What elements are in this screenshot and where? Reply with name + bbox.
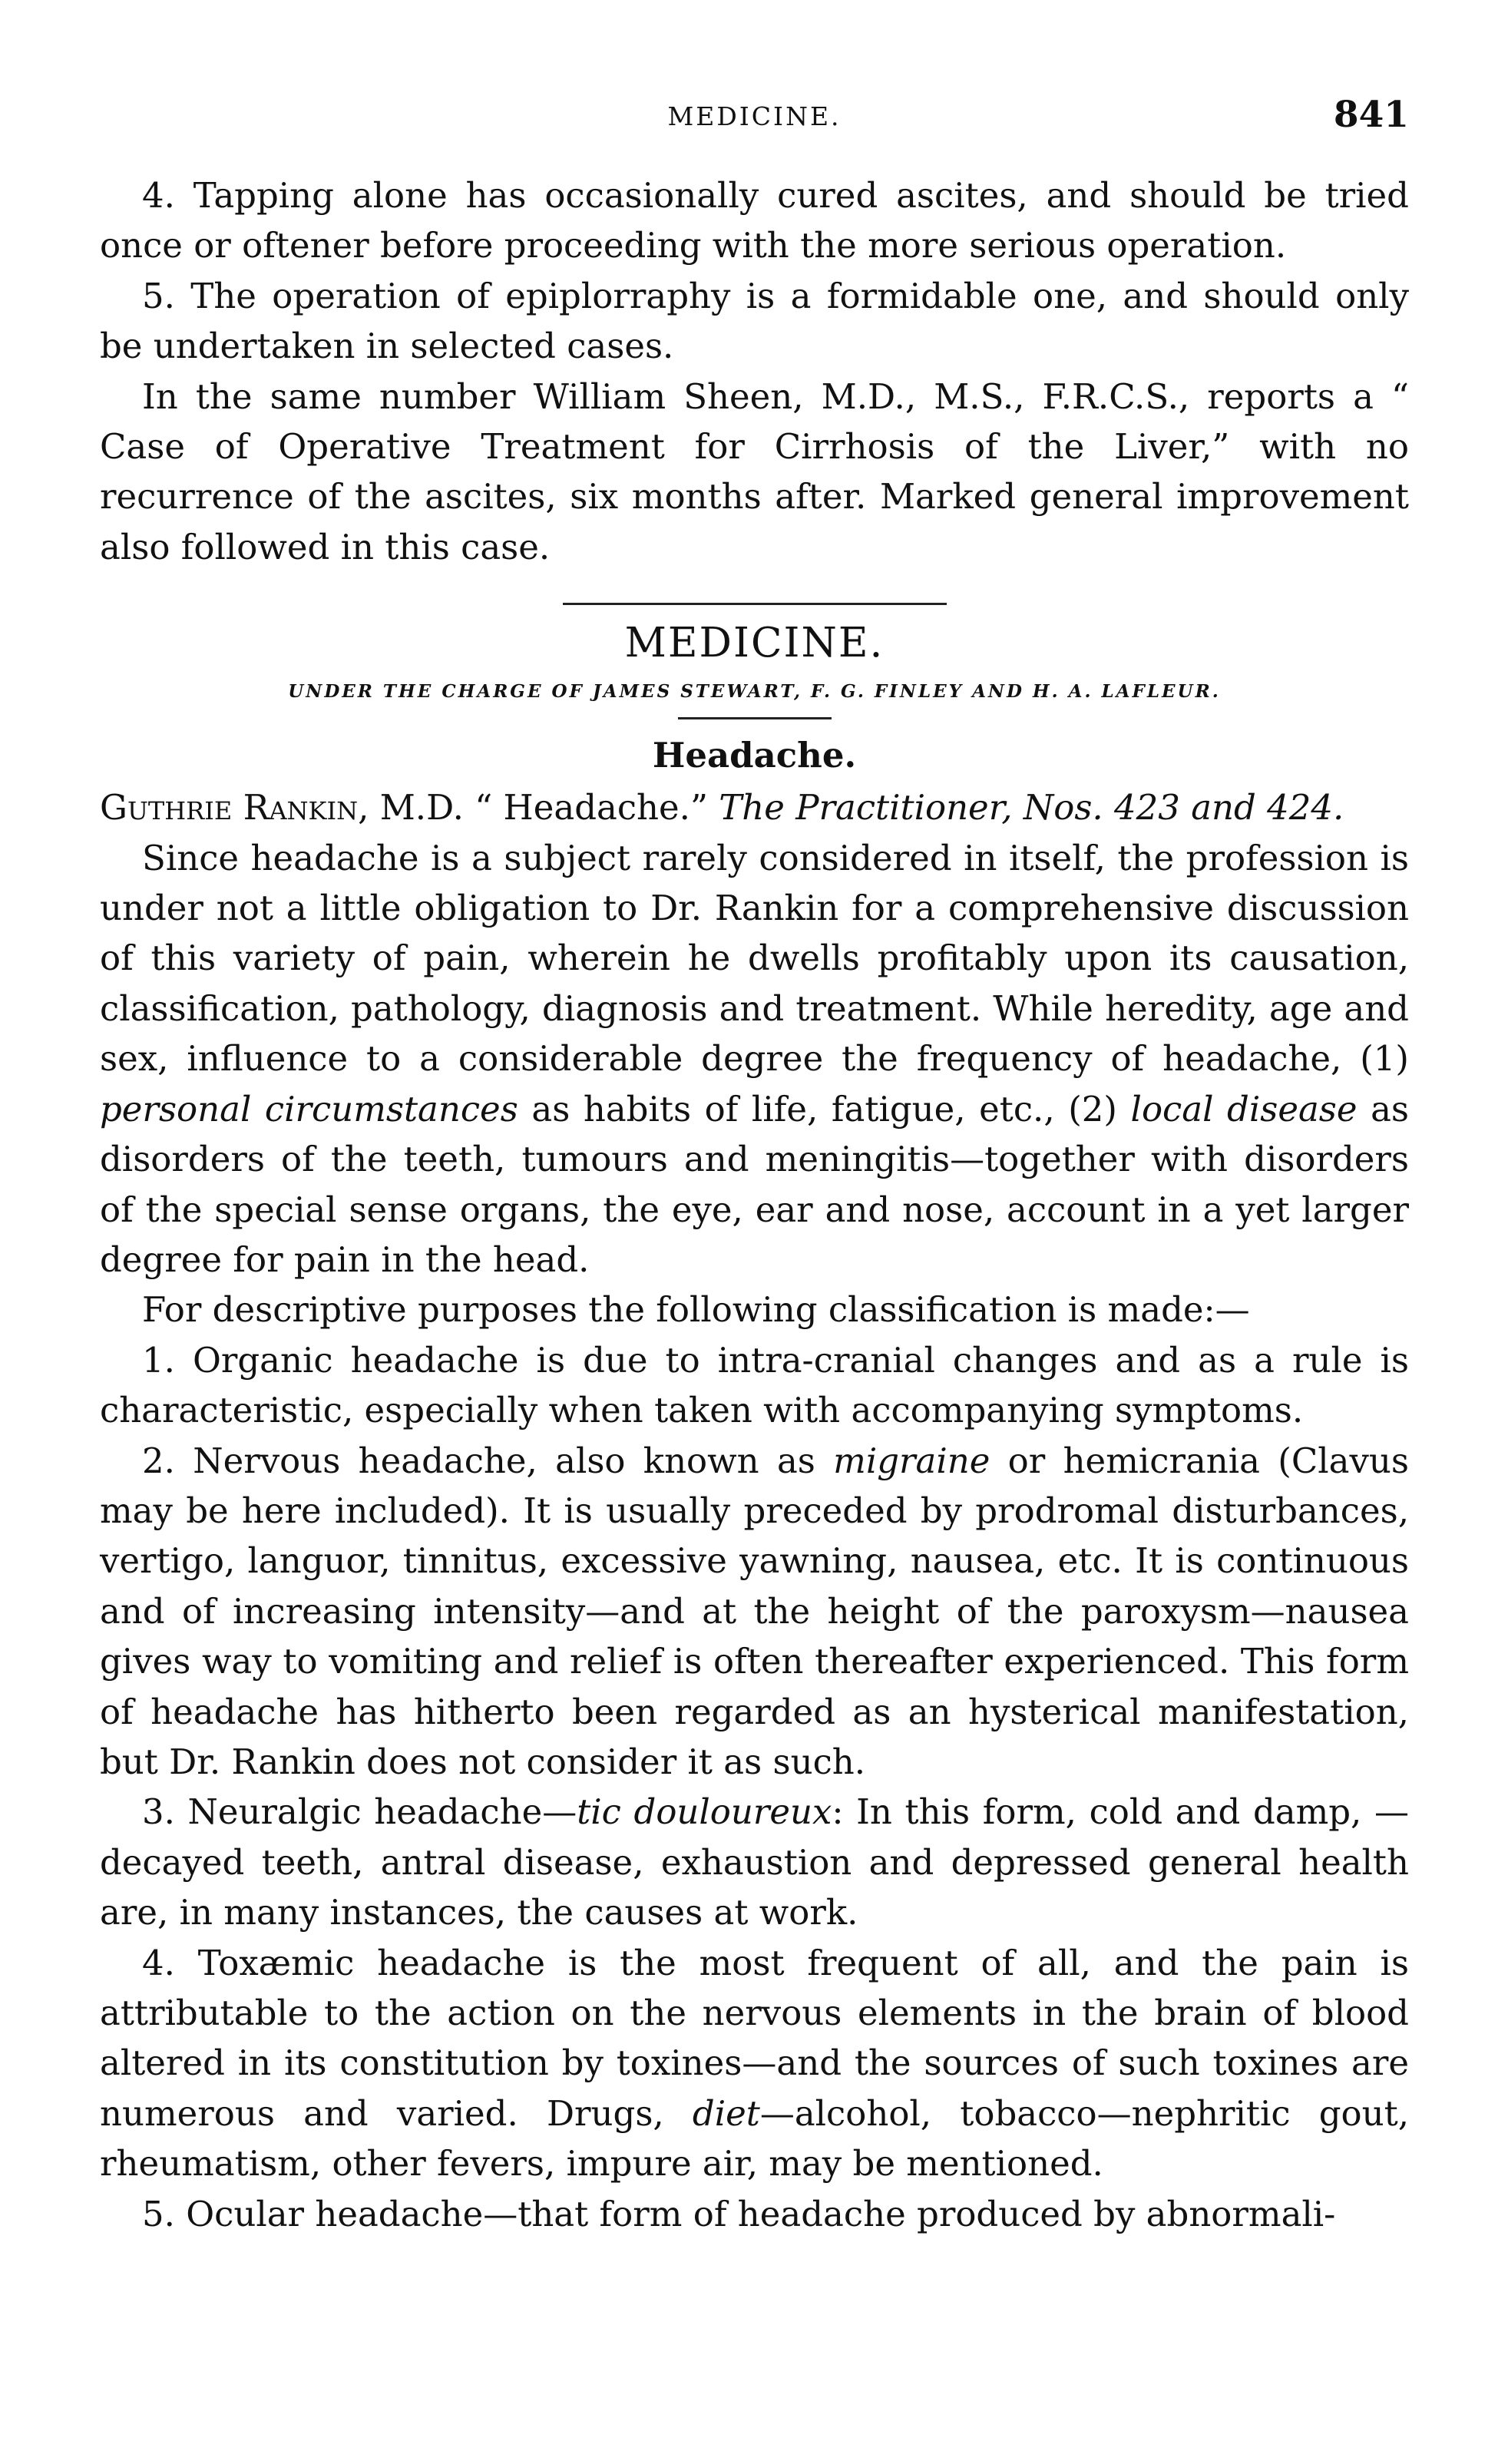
page-number: 841	[1333, 94, 1409, 136]
item-organic-headache: 1. Organic headache is due to intra-cranial changes and as a rule is characteristic, especially when taken with accompanying symptoms.	[100, 1339, 1409, 1431]
running-title: MEDICINE.	[667, 101, 842, 131]
text-run: Since headache is a subject rarely considered in itself, the profession is under not a little obligation to Dr. Rankin for a comprehensive discussion of this variety of pain, wherein he dwells profitably upon its causation, classification, pathology, diagnosis and treatment. While heredity, age and sex, influence to a considerable degree the frequency of headache, (1)	[100, 837, 1409, 1080]
paragraph-sheen-report: In the same number William Sheen, M.D., M.S., F.R.C.S., reports a “ Case of Operative Treatment for Cirrhosis of the Liver,” with no recurrence of the ascites, six months after. Marked general improvement also followed in this case.	[100, 375, 1409, 567]
section-divider	[563, 603, 947, 605]
editors-line: UNDER THE CHARGE OF JAMES STEWART, F. G. FINLEY AND H. A. LAFLEUR.	[288, 681, 1221, 703]
text-run: 2. Nervous headache, also known as	[142, 1440, 834, 1481]
text-run: 3. Neuralgic headache—	[142, 1791, 577, 1833]
italic-run: tic douloureux	[577, 1791, 832, 1833]
item-ocular-headache: 5. Ocular headache—that form of headache produced by abnormali-	[142, 2193, 1336, 2234]
text-run: as disorders of the teeth, tumours and meningitis—together with disorders of the special sense organs, the eye, ear and nose, account in a yet larger degree for pain in the head.	[100, 1088, 1409, 1280]
text-run: 4. Toxæmic headache is the most frequent of all, and the pain is attributable to the action on the nervous elements in the brain of blood altered in its constitution by toxines—and the sources of such toxines are numerous and varied. Drugs,	[100, 1942, 1409, 2134]
subsection-divider	[678, 717, 832, 719]
text-run: or hemicrania (Clavus may be here included). It is usually preceded by prodromal disturbances, vertigo, languor, tinnitus, excessive yawning, nausea, etc. It is continuous and of increasing intensity—and at the height of the paroxysm—nausea gives way to vomiting and relief is often thereafter experienced. This form of headache has hitherto been regarded as an hysterical manifestation, but Dr. Rankin does not consider it as such.	[100, 1440, 1409, 1782]
text-run: : In this form, cold and damp, —decayed teeth, antral disease, exhaustion and depressed general health are, in many instances, the causes at work.	[100, 1791, 1409, 1933]
text-run: as habits of life, fatigue, etc., (2)	[518, 1088, 1131, 1129]
running-head	[100, 94, 1409, 140]
subsection-title: Headache.	[652, 735, 857, 776]
paragraph-headache-intro	[100, 833, 1409, 1285]
citation	[100, 782, 1409, 832]
citation-author: Guthrie Rankin, M.D.	[100, 787, 464, 828]
item-nervous-headache	[100, 1436, 1409, 1788]
citation-article: “ Headache.”	[475, 787, 708, 828]
item-neuralgic-headache	[100, 1787, 1409, 1937]
section-title: MEDICINE.	[624, 620, 885, 667]
body-text	[100, 170, 1409, 2239]
italic-run: local disease	[1130, 1088, 1358, 1129]
italic-run: personal circumstances	[100, 1088, 518, 1129]
text-run: —alcohol, tobacco—nephritic gout, rheumatism, other fevers, impure air, may be mentioned.	[100, 2092, 1410, 2185]
citation-journal: The Practitioner, Nos. 423 and 424.	[719, 787, 1344, 828]
italic-run: diet	[692, 2092, 760, 2134]
paragraph-tapping: 4. Tapping alone has occasionally cured ascites, and should be tried once or oftener before proceeding with the more serious operation.	[100, 175, 1409, 266]
paragraph-epiplorraphy: 5. The operation of epiplorraphy is a formidable one, and should only be undertaken in selected cases.	[100, 275, 1409, 367]
item-toxaemic-headache	[100, 1938, 1409, 2189]
italic-run: migraine	[833, 1440, 990, 1481]
paragraph-classification-intro: For descriptive purposes the following classification is made:—	[142, 1289, 1250, 1331]
